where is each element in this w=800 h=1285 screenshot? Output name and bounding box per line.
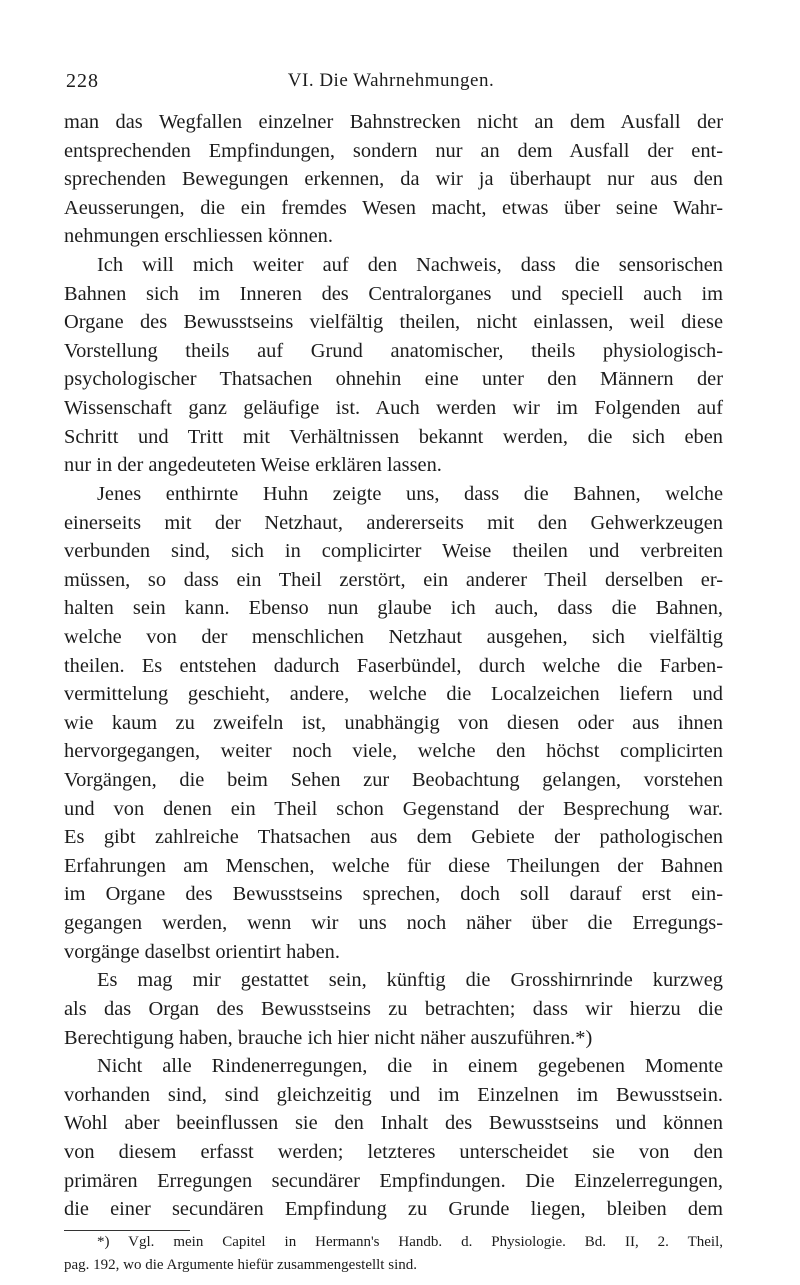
text-line: primären Erregungen secundärer Empfindungen. Die Einzelerregungen,	[64, 1169, 723, 1192]
text-line: entsprechenden Empfindungen, sondern nur an dem Ausfall der ent-	[64, 139, 723, 162]
text-line: Schritt und Tritt mit Verhältnissen bekannt werden, die sich eben	[64, 425, 723, 448]
page-number: 228	[66, 70, 99, 92]
text-line: Erfahrungen am Menschen, welche für diese Theilungen der Bahnen	[64, 854, 723, 877]
chapter-title: VI. Die Wahrnehmungen.	[287, 70, 495, 91]
text-line: wie kaum zu zweifeln ist, unabhängig von diesen oder aus ihnen	[64, 711, 723, 734]
text-line: Organe des Bewusstseins vielfältig theilen, nicht einlassen, weil diese	[64, 311, 723, 334]
text-line: einerseits mit der Netzhaut, andererseits mit den Gehwerkzeugen	[64, 511, 723, 534]
footnote-line: pag. 192, wo die Argumente hiefür zusammengestellt sind.	[64, 1256, 417, 1273]
body-text	[64, 108, 723, 1224]
text-line: Bahnen sich im Inneren des Centralorganes und speciell auch im	[64, 282, 723, 305]
footnote-line: *) Vgl. mein Capitel in Hermann's Handb. d. Physiologie. Bd. II, 2. Theil,	[97, 1233, 723, 1250]
text-line: Vorgängen, die beim Sehen zur Beobachtung gelangen, vorstehen	[64, 769, 723, 792]
text-line: von diesem erfasst werden; letzteres unterscheidet sie von den	[64, 1140, 723, 1163]
text-line: Aeusserungen, die ein fremdes Wesen macht, etwas über seine Wahr-	[64, 196, 723, 219]
text-line: Wohl aber beeinflussen sie den Inhalt des Bewusstseins und können	[64, 1112, 723, 1135]
running-head	[66, 70, 716, 100]
text-line: und von denen ein Theil schon Gegenstand der Besprechung war.	[64, 797, 723, 820]
text-line: die einer secundären Empfindung zu Grunde liegen, bleiben dem	[64, 1198, 723, 1221]
text-line: Jenes enthirnte Huhn zeigte uns, dass die Bahnen, welche	[97, 482, 723, 505]
text-line: sprechenden Bewegungen erkennen, da wir ja überhaupt nur aus den	[64, 168, 723, 191]
text-line: müssen, so dass ein Theil zerstört, ein anderer Theil derselben er-	[64, 568, 723, 591]
text-line: psychologischer Thatsachen ohnehin eine unter den Männern der	[64, 368, 723, 391]
text-line: Berechtigung haben, brauche ich hier nicht näher auszuführen.*)	[64, 1026, 593, 1049]
text-line: Ich will mich weiter auf den Nachweis, dass die sensorischen	[97, 254, 723, 277]
text-line: Es gibt zahlreiche Thatsachen aus dem Gebiete der pathologischen	[64, 826, 723, 849]
text-line: nur in der angedeuteten Weise erklären lassen.	[64, 454, 442, 477]
text-line: man das Wegfallen einzelner Bahnstrecken nicht an dem Ausfall der	[64, 111, 723, 133]
text-line: Es mag mir gestattet sein, künftig die Grosshirnrinde kurzweg	[97, 969, 723, 992]
footnote	[64, 1231, 723, 1277]
text-line: vorhanden sind, sind gleichzeitig und im Einzelnen im Bewusstsein.	[64, 1083, 723, 1106]
text-line: im Organe des Bewusstseins sprechen, doch soll darauf erst ein-	[64, 883, 723, 906]
text-line: Wissenschaft ganz geläufige ist. Auch werden wir im Folgenden auf	[64, 397, 723, 420]
text-line: halten sein kann. Ebenso nun glaube ich auch, dass die Bahnen,	[64, 597, 723, 620]
text-line: theilen. Es entstehen dadurch Faserbündel, durch welche die Farben-	[64, 654, 723, 677]
text-line: verbunden sind, sich in complicirter Weise theilen und verbreiten	[64, 540, 723, 563]
text-line: Nicht alle Rindenerregungen, die in einem gegebenen Momente	[97, 1055, 723, 1078]
text-line: Vorstellung theils auf Grund anatomischer, theils physiologisch-	[64, 339, 723, 362]
text-line: welche von der menschlichen Netzhaut ausgehen, sich vielfältig	[64, 625, 723, 648]
text-line: hervorgegangen, weiter noch viele, welche den höchst complicirten	[64, 740, 723, 763]
text-line: vorgänge daselbst orientirt haben.	[64, 940, 340, 963]
text-line: gegangen werden, wenn wir uns noch näher über die Erregungs-	[64, 912, 723, 935]
text-line: vermittelung geschieht, andere, welche die Localzeichen liefern und	[64, 683, 723, 706]
text-line: als das Organ des Bewusstseins zu betrachten; dass wir hierzu die	[64, 997, 723, 1020]
text-line: nehmungen erschliessen können.	[64, 225, 333, 248]
